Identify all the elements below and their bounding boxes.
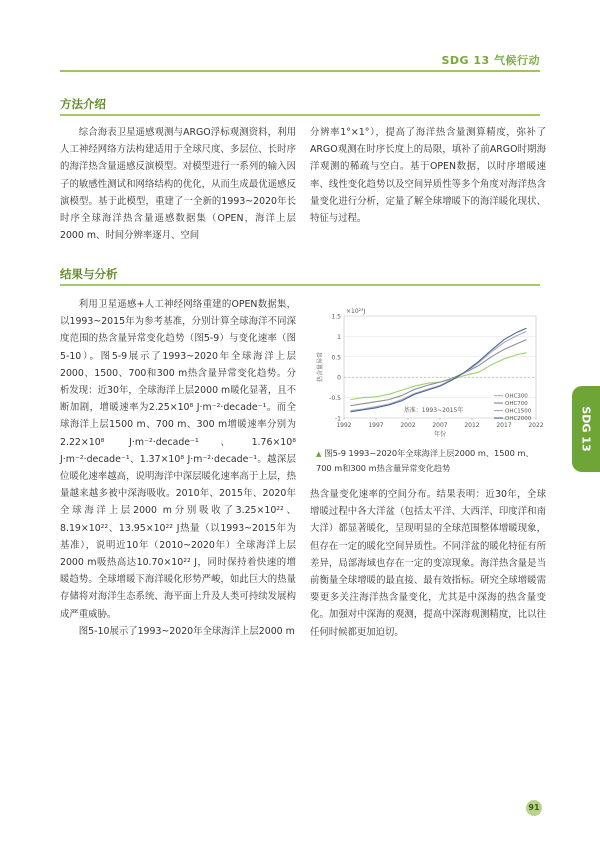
legend-label: OHC700	[505, 401, 528, 408]
results-right-column	[310, 486, 546, 641]
ohc-line-chart	[310, 302, 548, 444]
x-tick-label: 2002	[400, 422, 416, 429]
x-axis-label: 年份	[433, 431, 447, 438]
section-underline	[60, 284, 540, 286]
methods-right-column	[310, 124, 546, 227]
figure-caption	[316, 446, 536, 475]
header-rule	[60, 70, 540, 72]
x-tick-label: 1997	[368, 422, 384, 429]
page-header	[0, 0, 600, 78]
x-tick-label: 2007	[432, 422, 448, 429]
side-tab-label: SDG 13	[579, 406, 593, 452]
y-tick-label: 0.5	[331, 354, 341, 362]
y-axis-label: 热含量异常	[317, 351, 324, 383]
chart-annotation: 基准：1993~2015年	[403, 406, 464, 414]
results-paragraph-1: 利用卫星遥感+人工神经网络重建的OPEN数据集，以1993~2015年为参考基准，分别计算全球海洋不同深度范围的热含量异常变化趋势（图5-9）与变化速率（图5-10）。图5-9展示了1993~2020年全球海洋上层2000、1500、700和300 m热含量异常变化趋势。分析发现：近30年，全球海洋上层2000 m暖化显著，且不断加剧，增暖速率为2.25×10⁸ J·m⁻²·decade⁻¹。而全球海洋上层1500 m、700 m、300 m增暖速率分别为2.22×10⁸ J·m⁻²·decade⁻¹、1.76×10⁸ J·m⁻²·decade⁻¹、1.37×10⁸ J·m⁻²·decade⁻¹。越深层位暖化速率越高，说明海洋中深层暖化速率高于上层，热量越来越多被中深海吸收。2010年、2015年、2020年全球海洋上层2000 m分别吸收了3.25×10²²、8.19×10²²、13.95×10²² J热量（以1993~2015年为基准），说明近10年（2010~2020年）全球海洋上层2000 m吸热高达10.70×10²² J，同时保持着快速的增暖趋势。全球增暖下海洋暖化形势严峻，如此巨大的热量存储将对海洋生态系统、海平面上升及人类可持续发展构成严重威胁。	[60, 299, 296, 620]
header-title: SDG 13 气候行动	[441, 54, 540, 67]
y-unit-label: ×10²³J	[346, 308, 366, 315]
methods-left-text: 综合海表卫星遥感观测与ARGO浮标观测资料，利用人工神经网络方法构建适用于全球尺度、多层位、长时序的海洋热含量遥感反演模型。对模型进行一系列的输入因子的敏感性测试和网络结构的优化，从而生成最优遥感反演模型。基于此模型，重建了一全新的1993~2020年长时序全球海洋热含量遥感数据集（OPEN，海洋上层2000 m、时间分辨率逐月、空间	[60, 127, 296, 242]
series-line-ohc2000	[350, 328, 526, 412]
results-paragraph-2: 图5-10展示了1993~2020年全球海洋上层2000 m	[78, 625, 295, 637]
results-left-column	[60, 296, 296, 640]
y-tick-label: 1.5	[331, 313, 341, 321]
x-tick-label: 1992	[336, 422, 352, 429]
y-tick-label: -0.5	[329, 395, 341, 403]
x-tick-label: 2022	[528, 422, 544, 429]
section-title-methods: 方法介绍	[60, 97, 106, 111]
page-number: 91	[526, 800, 542, 816]
series-line-ohc300	[350, 353, 526, 400]
section-heading-methods	[60, 96, 540, 116]
caption-marker-icon: ▲	[316, 450, 322, 458]
x-tick-label: 2017	[496, 422, 512, 429]
y-tick-label: -1	[335, 415, 341, 423]
section-heading-results	[60, 266, 540, 286]
sdg-side-tab	[572, 386, 600, 472]
legend-label: OHC300	[505, 393, 528, 400]
methods-left-column	[60, 124, 296, 244]
methods-right-text: 分辨率1°×1°），提高了海洋热含量测算精度，弥补了ARGO观测在时序长度上的局限，填补了前ARGO时期海洋观测的稀疏与空白。基于OPEN数据，以时序增暖速率、线性变化趋势以及空间异质性等多个角度对海洋热含量变化进行分析，定量了解全球增暖下的海洋暖化现状、特征与过程。	[310, 127, 546, 225]
figure-5-9	[310, 302, 548, 444]
results-right-text: 热含量变化速率的空间分布。结果表明：近30年，全球增暖过程中各大洋盆（包括太平洋、大西洋、印度洋和南大洋）都显著暖化，呈现明显的全球范围整体增暖现象，但存在一定的暖化空间异质性。不同洋盆的暖化特征有所差异，局部海域也存在一定的变凉现象。海洋热含量是当前衡量全球增暖的最直接、最有效指标。研究全球增暖需要更多关注海洋热含量变化，尤其是中深海的热含量变化。加强对中深海的观测，提高中深海观测精度，比以往任何时候都更加迫切。	[310, 489, 546, 638]
section-underline	[60, 114, 540, 116]
figure-caption-text: 图5-9 1993~2020年全球海洋上层2000 m、1500 m、700 m和300 m热含量异常变化趋势	[316, 448, 534, 473]
y-tick-label: 0	[337, 374, 341, 382]
y-tick-label: 1	[337, 333, 341, 341]
legend-label: OHC2000	[505, 416, 532, 423]
legend-label: OHC1500	[505, 408, 532, 415]
section-title-results: 结果与分析	[60, 267, 118, 281]
x-tick-label: 2012	[464, 422, 480, 429]
